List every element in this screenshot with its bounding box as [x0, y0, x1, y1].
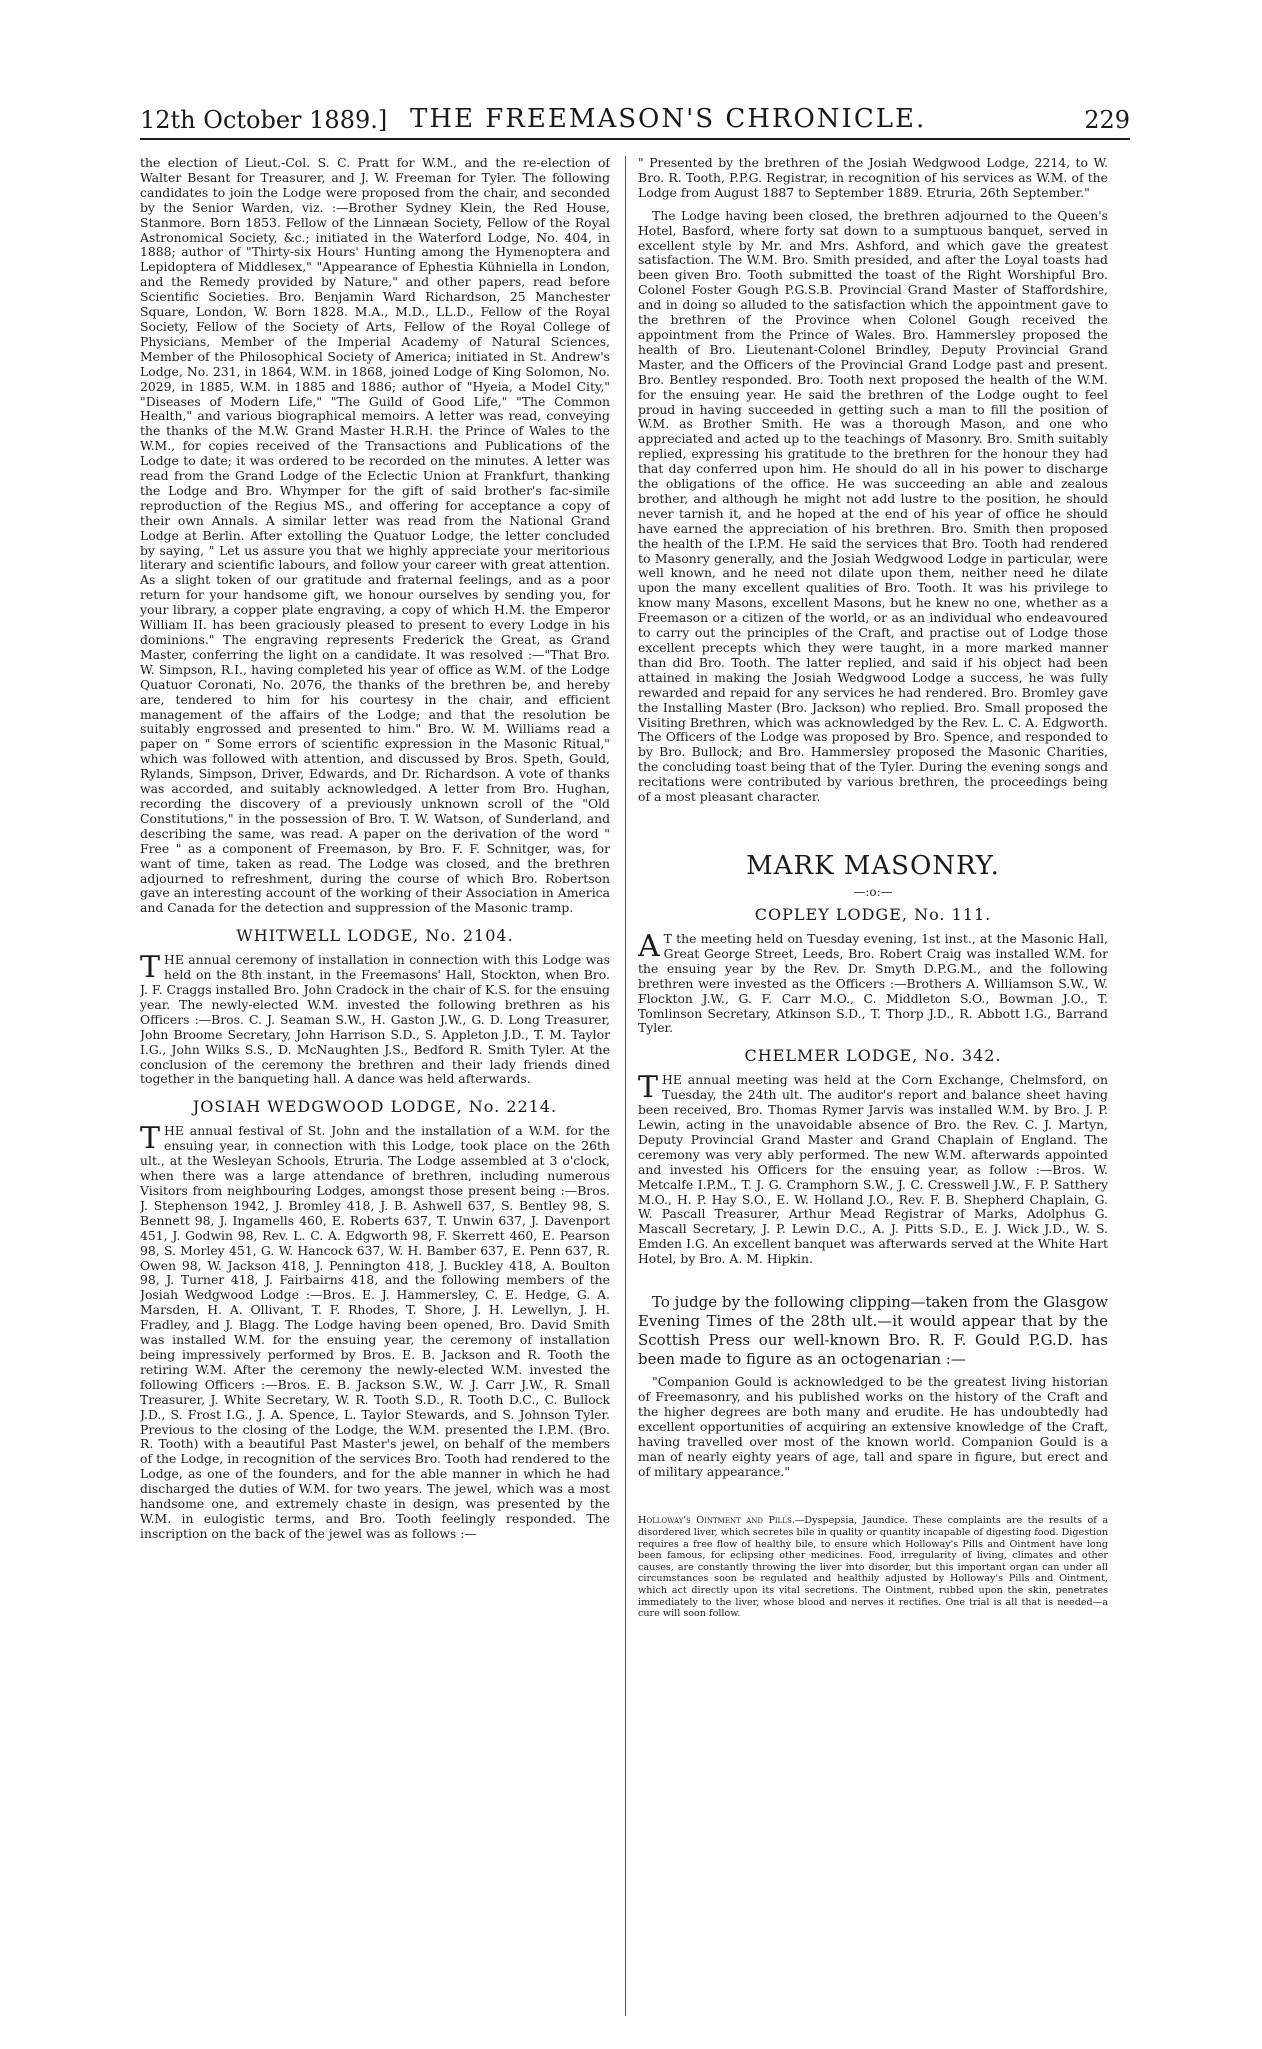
copley-lodge-heading: COPLEY LODGE, No. 111. [754, 904, 992, 924]
jewel-inscription: " Presented by the brethren of the Josiah Wedgwood Lodge, 2214, to W. Bro. R. Tooth, P.P.G. Registrar, in recognition of his services as W.M. of the Lodge from August 1887 to September 1889. Etruria, 26th September." [638, 156, 1108, 200]
right-column [638, 156, 1108, 2036]
copley-lodge-report [638, 928, 1108, 1036]
chelmer-lodge-heading: CHELMER LODGE, No. 342. [744, 1046, 1002, 1066]
publication-title: THE FREEMASON'S CHRONICLE. [410, 104, 927, 134]
spacer [638, 1479, 1108, 1509]
whitwell-lodge-report [140, 950, 610, 1087]
column-divider [625, 156, 626, 2016]
gould-clipping-intro: To judge by the following clipping—taken from the Glasgow Evening Times of the 28th ult.—it would appear that by the Scottish Press our well-known Bro. R. F. Gould P.G.D. has been made to figure as an octogenarian :— [638, 1293, 1108, 1369]
drop-cap: T [140, 950, 161, 986]
chelmer-lodge-report [638, 1070, 1108, 1267]
gould-clipping-quote: "Companion Gould is acknowledged to be the greatest living historian of Freemasonry, and his published works on the history of the Craft and the higher degrees are both many and erudite. He has undoubtedly had excellent opportunities of acquiring an extensive knowledge of the Craft, having travelled over most of the known world. Companion Gould is a man of nearly eighty years of age, tall and spare in figure, but erect and of military appearance." [638, 1374, 1108, 1479]
whitwell-lodge-text: HE annual ceremony of installation in connection with this Lodge was held on the 8th instant, in the Freemasons' Hall, Stockton, when Bro. J. F. Craggs installed Bro. John Cradock in the chair of K.S. for the ensuing year. The newly-elected W.M. invested the following brethren as his Officers :—Bros. C. J. Seaman S.W., H. Gaston J.W., G. D. Long Treasurer, John Broome Secretary, John Harrison S.D., S. Appleton J.D., T. M. Taylor I.G., John Wilks S.S., D. McNaughten J.S., Bedford R. Smith Tyler. At the conclusion of the ceremony the brethren and their lady friends dined together in the banqueting hall. A dance was held afterwards. [140, 952, 610, 1087]
left-column [140, 156, 610, 2036]
josiah-wedgwood-lodge-heading: JOSIAH WEDGWOOD LODGE, No. 2214. [192, 1097, 558, 1117]
mark-masonry-heading: MARK MASONRY. [746, 850, 1000, 881]
copley-lodge-text: T the meeting held on Tuesday evening, 1st inst., at the Masonic Hall, Great George Street, Leeds, Bro. Robert Craig was installed W.M. for the ensuing year by the Rev. Dr. Smyth D.P.G.M., and the following brethren were invested as the Officers :—Brothers A. Williamson S.W., W. Flockton J.W., G. F. Carr M.O., C. Middleton S.O., Bowman J.O., T. Tomlinson Secretary, Atkinson S.D., T. Thorp J.D., R. Abbott I.G., Barrand Tyler. [638, 930, 1108, 1036]
josiah-wedgwood-lodge-text: HE annual festival of St. John and the installation of a W.M. for the ensuing year, in connection with this Lodge, took place on the 26th ult., at the Wesleyan Schools, Etruria. The Lodge assembled at 3 o'clock, when there was a large attendance of brethren, including numerous Visitors from neighbouring Lodges, amongst those present being :—Bros. J. Stephenson 1942, J. Bromley 418, J. B. Ashwell 637, S. Bentley 98, S. Bennett 98, J. Ingamells 460, E. Roberts 637, T. Unwin 637, J. Davenport 451, J. Godwin 98, Rev. L. C. A. Edgworth 98, F. Skerrett 460, E. Pearson 98, S. Morley 451, G. W. Hancock 637, W. H. Bamber 637, E. Penn 637, R. Owen 98, W. Jackson 418, J. Pennington 418, J. Buckley 418, A. Boulton 98, J. Turner 418, J. Fairbairns 418, and the following members of the Josiah Wedgwood Lodge :—Bros. E. J. Hammersley, C. E. Hedge, G. A. Marsden, H. A. Ollivant, T. F. Rhodes, T. Shore, J. H. Lewellyn, J. H. Fradley, and J. Blagg. The Lodge having been opened, Bro. David Smith was installed W.M. for the ensuing year, the ceremony of installation being impressively performed by Bros. E. B. Jackson and R. Tooth the retiring W.M. After the ceremony the newly-elected W.M. invested the following Officers :—Bros. E. B. Jackson S.W., W. J. Carr J.W., R. Small Treasurer, J. White Secretary, W. R. Tooth S.D., R. Tooth D.C., C. Bullock J.D., S. Frost I.G., J. A. Spence, L. Taylor Stewards, and S. Johnson Tyler. Previous to the closing of the Lodge, the W.M. presented the I.P.M. (Bro. R. Tooth) with a beautiful Past Master's jewel, on behalf of the members of the Lodge, in recognition of the services Bro. Tooth had rendered to the Lodge, as one of the founders, and for the able manner in which he had discharged the duties of W.M. for two years. The jewel, which was a most handsome one, and extremely chaste in design, was presented by the W.M. in eulogistic terms, and Bro. Tooth feelingly responded. The inscription on the back of the jewel was as follows :— [140, 1123, 610, 1541]
drop-cap: T [140, 1121, 161, 1157]
whitwell-lodge-heading: WHITWELL LODGE, No. 2104. [236, 926, 514, 946]
section-separator: —:o:— [853, 884, 893, 899]
josiah-wedgwood-lodge-report [140, 1121, 610, 1541]
banquet-report: The Lodge having been closed, the brethren adjourned to the Queen's Hotel, Basford, where forty sat down to a sumptuous banquet, served in excellent style by Mr. and Mrs. Ashford, and which gave the greatest satisfaction. The W.M. Bro. Smith presided, and after the Loyal toasts had been given Bro. Tooth submitted the toast of the Right Worshipful Bro. Colonel Foster Gough P.G.S.B. Provincial Grand Master of Staffordshire, and in doing so alluded to the satisfaction which the appointment gave to the brethren of the Province when Colonel Gough received the appointment from the Prince of Wales. Bro. Hammersley proposed the health of Bro. Lieutenant-Colonel Brindley, Deputy Provincial Grand Master, and the Officers of the Provincial Grand Lodge past and present. Bro. Bentley responded. Bro. Tooth next proposed the health of the W.M. for the ensuing year. He said the brethren of the Lodge ought to feel proud in having succeeded in getting such a man to fill the position of W.M. as Brother Smith. He was a thorough Mason, and one who appreciated and acted up to the teachings of Masonry. Bro. Smith suitably replied, expressing his gratitude to the brethren for the honour they had that day conferred upon him. He should do all in his power to discharge the obligations of the office. He was succeeding an able and zealous brother, and although he might not add lustre to the position, he should never tarnish it, and he hoped at the end of his year of office he should have earned the appreciation of his brethren. Bro. Smith then proposed the health of the I.P.M. He said the services that Bro. Tooth had rendered to Masonry generally, and the Josiah Wedgwood Lodge in particular, were well known, and he need not dilate upon them, neither need he dilate upon the many excellent qualities of Bro. Tooth. It was his privilege to know many Masons, excellent Masons, but he knew no one, whether as a Freemason or a citizen of the world, or as an individual who endeavoured to carry out the principles of the Craft, and practise out of Lodge those excellent precepts which they were taught, in a more marked manner than did Bro. Tooth. The latter replied, and said if his object had been attained in making the Josiah Wedgwood Lodge a success, he was fully rewarded and repaid for any services he had rendered. Bro. Bromley gave the Installing Master (Bro. Jackson) who replied. Bro. Small proposed the Visiting Brethren, which was acknowledged by the Rev. L. C. A. Edgworth. The Officers of the Lodge was proposed by Bro. Spence, and responded to by Bro. Bullock; and Bro. Hammersley proposed the Masonic Charities, the concluding toast being that of the Tyler. During the evening songs and recitations were contributed by various brethren, the proceedings being of a most pleasant character. [638, 207, 1108, 805]
chelmer-lodge-text: HE annual meeting was held at the Corn Exchange, Chelmsford, on Tuesday, the 24th ult. The auditor's report and balance sheet having been received, Bro. Thomas Rymer Jarvis was installed W.M. by Bro. J. P. Lewin, acting in the unavoidable absence of Bro. the Rev. C. J. Martyn, Deputy Provincial Grand Master and Grand Chaplain of England. The ceremony was very ably performed. The new W.M. afterwards appointed and invested his Officers for the ensuing year, as follow :—Bros. W. Metcalfe I.P.M., T. J. G. Cramphorn S.W., J. C. Cresswell J.W., F. P. Satthery M.O., H. P. Hay S.O., E. W. Holland J.O., Rev. F. B. Shepherd Chaplain, G. W. Pascall Treasurer, Arthur Mead Registrar of Marks, Adolphus G. Mascall Secretary, J. P. Lewin D.C., A. J. Pitts S.D., E. J. Wick J.D., W. S. Emden I.G. An excellent banquet was afterwards served at the White Hart Hotel, by Bro. A. M. Hipkin. [638, 1072, 1108, 1267]
drop-cap: T [638, 1070, 659, 1106]
holloway-advertisement [638, 1515, 1108, 1619]
advertisement-title: Holloway's Ointment and Pills. [638, 1515, 795, 1527]
drop-cap: A [638, 928, 660, 964]
issue-date: 12th October 1889.] [140, 106, 388, 134]
masthead [140, 98, 1130, 140]
page-number: 229 [1084, 106, 1130, 134]
advertisement-text: —Dyspepsia, Jaundice. These complaints are the results of a disordered liver, which secretes bile in quality or quantity incapable of digesting food. Digestion requires a free flow of healthy bile, to ensure which Holloway's Pills and Ointment have long been famous, for eclipsing other medicines. Food, irregularity of living, climates and other causes, are constantly throwing the liver into disorder, but this important organ can under all circumstances soon be regulated and healthily adjusted by Holloway's Pills and Ointment, which act directly upon its vital secretions. The Ointment, rubbed upon the skin, penetrates immediately to the liver, whose blood and nerves it rectifies. One trial is all that is needed—a cure will soon follow. [638, 1515, 1108, 1620]
quatuor-coronati-report: the election of Lieut.-Col. S. C. Pratt for W.M., and the re-election of Walter Besant for Treasurer, and J. W. Freeman for Tyler. The following candidates to join the Lodge were proposed from the chair, and seconded by the Senior Warden, viz. :—Brother Sydney Klein, the Red House, Stanmore. Born 1853. Fellow of the Linnæan Society, Fellow of the Royal Astronomical Society, &c.; initiated in the Waterford Lodge, No. 404, in 1888; author of "Thirty-six Hours' Hunting among the Hymenoptera and Lepidoptera of Middlesex," "Appearance of Ephestia Kühniella in London, and the Remedy provided by Nature," and other papers, read before Scientific Societies. Bro. Benjamin Ward Richardson, 25 Manchester Square, London, W. Born 1828. M.A., M.D., LL.D., Fellow of the Royal Society, Fellow of the Society of Arts, Fellow of the Royal College of Physicians, Member of the Imperial Academy of Natural Sciences, Member of the Philosophical Society of America; initiated in St. Andrew's Lodge, No. 231, in 1864, W.M. in 1868, joined Lodge of King Solomon, No. 2029, in 1885, W.M. in 1885 and 1886; author of "Hyeia, a Model City," "Diseases of Modern Life," "The Guild of Good Life," "The Common Health," and various biographical memoirs. A letter was read, conveying the thanks of the M.W. Grand Master H.R.H. the Prince of Wales to the W.M., for copies received of the Transactions and Publications of the Lodge to date; it was ordered to be recorded on the minutes. A letter was read from the Grand Lodge of the Eclectic Union at Frankfurt, thanking the Lodge and Bro. Whymper for the gift of said brother's fac-simile reproduction of the Regius MS., and offering for acceptance a copy of their own Annals. A similar letter was read from the National Grand Lodge at Berlin. After extolling the Quatuor Lodge, the letter concluded by saying, " Let us assure you that we highly appreciate your meritorious literary and scientific labours, and follow your career with great attention. As a slight token of our gratitude and fraternal feelings, and as a poor return for your handsome gift, we honour ourselves by sending you, for your library, a copper plate engraving, a copy of which H.M. the Emperor William II. has been graciously pleased to present to every Lodge in his dominions." The engraving represents Frederick the Great, as Grand Master, conferring the light on a candidate. It was resolved :—"That Bro. W. Simpson, R.I., having completed his year of office as W.M. of the Lodge Quatuor Coronati, No. 2076, the thanks of the brethren be, and hereby are, tendered to him for his courtesy in the chair, and efficient management of the affairs of the Lodge; and that the resolution be suitably engrossed and presented to him." Bro. W. M. Williams read a paper on " Some errors of scientific expression in the Masonic Ritual," which was followed with attention, and discussed by Bros. Speth, Gould, Rylands, Simpson, Driver, Edwards, and Dr. Richardson. A vote of thanks was accorded, and suitably acknowledged. A letter from Bro. Hughan, recording the discovery of a previously unknown scroll of the "Old Constitutions," in the possession of Bro. T. W. Watson, of Sunderland, and describing the same, was read. A paper on the derivation of the word " Free " as a component of Freemason, by Bro. F. F. Schnitger, was, for want of time, taken as read. The Lodge was closed, and the brethren adjourned to refreshment, during the course of which Bro. Robertson gave an interesting account of the working of their Association in America and Canada for the detection and suppression of the Masonic tramp. [140, 156, 610, 916]
